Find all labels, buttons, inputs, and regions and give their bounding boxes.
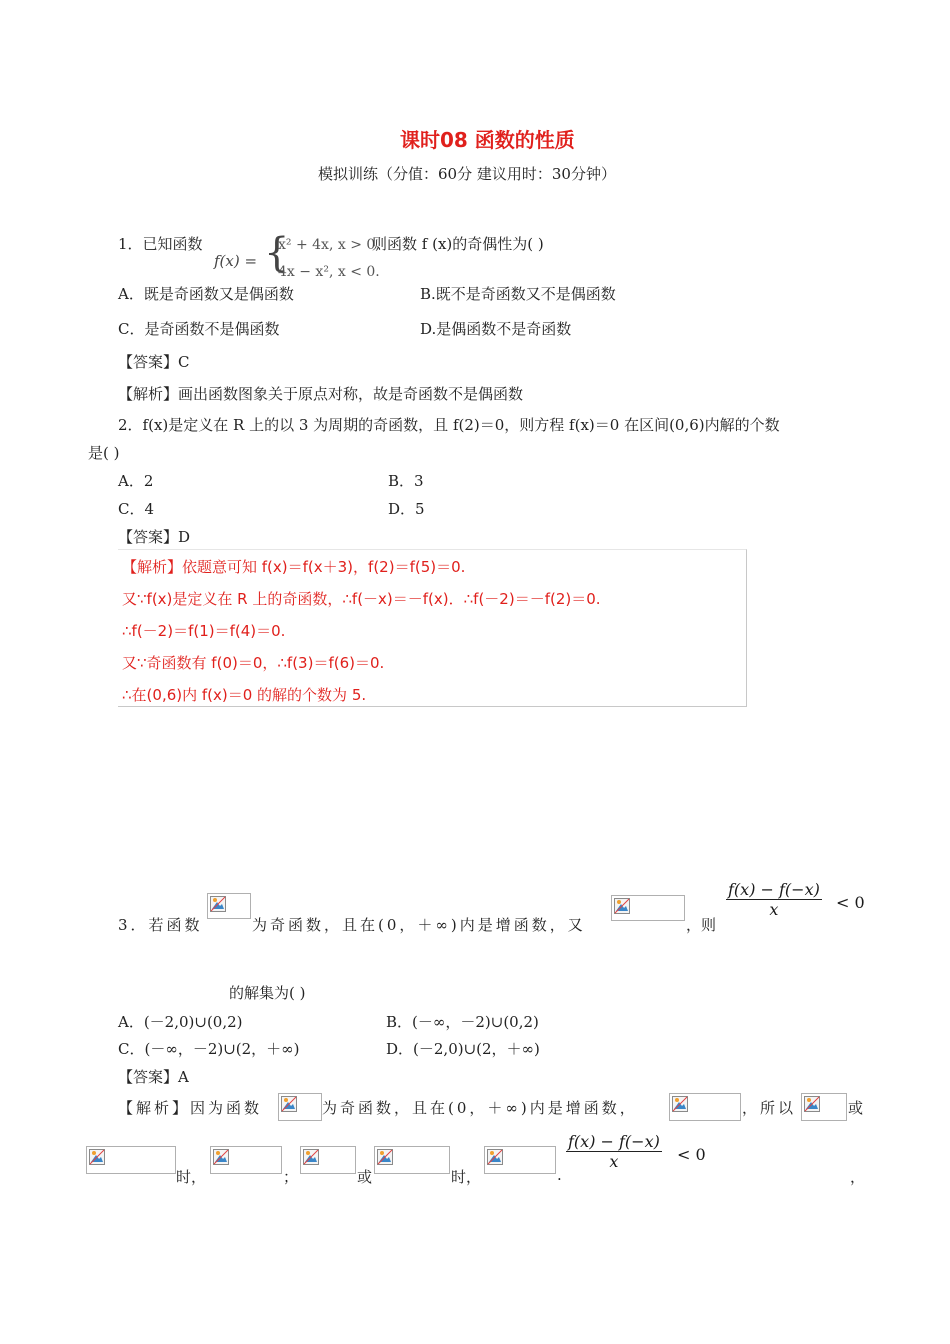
q3-inequality-relation: < 0 (836, 893, 865, 912)
q3-analysis-fraction (566, 1132, 662, 1171)
fraction-denominator: x (609, 1152, 619, 1171)
page-subtitle: 模拟训练（分值：60分 建议用时：30分钟） (318, 165, 616, 183)
q3-analysis-relation: < 0 (677, 1145, 706, 1164)
q3-option-c: C．(－∞，－2)∪(2，＋∞) (118, 1040, 300, 1058)
q1-brace: { (264, 230, 290, 276)
q3-analysis-i: . (557, 1166, 562, 1184)
q2-option-a: A．2 (118, 472, 154, 490)
q1-option-a: A．既是奇函数又是偶函数 (118, 285, 294, 303)
q1-option-b: B.既不是奇函数又不是偶函数 (420, 285, 616, 303)
q3-analysis-b: 为奇函数，且在(0，＋∞)内是增函数， (322, 1099, 638, 1117)
q3-stem-d: 的解集为( ) (229, 984, 306, 1002)
q2-stem-line2: 是( ) (88, 444, 120, 462)
q3-stem-b: 为奇函数，且在(0，＋∞)内是增函数，又 (252, 916, 586, 934)
q1-piece-2: 4x − x², x < 0. (278, 264, 380, 280)
fraction-numerator: f(x) − f(−x) (728, 880, 820, 899)
fraction-numerator: f(x) − f(−x) (568, 1132, 660, 1151)
broken-image-icon (484, 1146, 556, 1174)
broken-image-icon (86, 1146, 176, 1174)
q3-stem-a: 3．若函数 (118, 916, 203, 934)
q3-inequality-fraction (726, 880, 822, 919)
q3-answer: 【答案】A (118, 1068, 189, 1086)
q2-analysis-line-5: ∴在(0,6)内 f(x)＝0 的解的个数为 5. (122, 686, 367, 704)
fraction-denominator: x (769, 900, 779, 919)
broken-image-icon (207, 893, 251, 919)
q3-analysis-e: 时， (176, 1168, 207, 1186)
q3-analysis-f: ； (283, 1168, 299, 1186)
broken-image-icon (801, 1093, 847, 1121)
q1-option-c: C．是奇函数不是偶函数 (118, 320, 280, 338)
q2-analysis-line-3: ∴f(－2)＝f(1)＝f(4)＝0. (122, 622, 286, 640)
q1-piece-1: x² + 4x, x > 0, (278, 237, 380, 253)
q2-stem-line1: 2．f(x)是定义在 R 上的以 3 为周期的奇函数，且 f(2)＝0，则方程 f(x)＝0 在区间(0,6)内解的个数 (118, 416, 780, 434)
q2-analysis-line-4: 又∵奇函数有 f(0)＝0，∴f(3)＝f(6)＝0. (122, 654, 385, 672)
q3-analysis-a: 【解析】因为函数 (118, 1099, 263, 1117)
q2-analysis-line-1: 【解析】依题意可知 f(x)＝f(x＋3)，f(2)＝f(5)＝0. (122, 558, 466, 576)
broken-image-icon (300, 1146, 356, 1174)
q3-option-a: A．(－2,0)∪(0,2) (118, 1013, 243, 1031)
q3-analysis-d: 或 (848, 1099, 864, 1117)
broken-image-icon (669, 1093, 741, 1121)
q3-analysis-g: 或 (357, 1168, 373, 1186)
q2-answer: 【答案】D (118, 528, 191, 546)
q2-option-d: D．5 (388, 500, 425, 518)
q1-analysis: 【解析】画出函数图象关于原点对称，故是奇函数不是偶函数 (118, 385, 524, 403)
q3-option-d: D．(－2,0)∪(2，＋∞) (386, 1040, 540, 1058)
q2-analysis-line-2: 又∵f(x)是定义在 R 上的奇函数，∴f(－x)＝－f(x)．∴f(－2)＝－f(2)＝0. (122, 590, 601, 608)
broken-image-icon (374, 1146, 450, 1174)
q3-analysis-j: ， (850, 1168, 866, 1186)
q1-function-label: f(x) = (214, 252, 258, 270)
q1-stem-end: 则函数 f (x)的奇偶性为( ) (372, 235, 544, 253)
broken-image-icon (278, 1093, 322, 1121)
q1-option-d: D.是偶函数不是奇函数 (420, 320, 572, 338)
q2-option-c: C．4 (118, 500, 155, 518)
broken-image-icon (210, 1146, 282, 1174)
q2-option-b: B．3 (388, 472, 424, 490)
page-title: 课时08 函数的性质 (400, 128, 575, 152)
q3-analysis-c: ，所以 (742, 1099, 797, 1117)
q3-stem-c: ，则 (686, 916, 717, 934)
q1-stem-start: 1．已知函数 (118, 235, 203, 253)
q3-option-b: B．(－∞，－2)∪(0,2) (386, 1013, 539, 1031)
q1-answer: 【答案】C (118, 353, 190, 371)
broken-image-icon (611, 895, 685, 921)
q3-analysis-h: 时， (451, 1168, 482, 1186)
